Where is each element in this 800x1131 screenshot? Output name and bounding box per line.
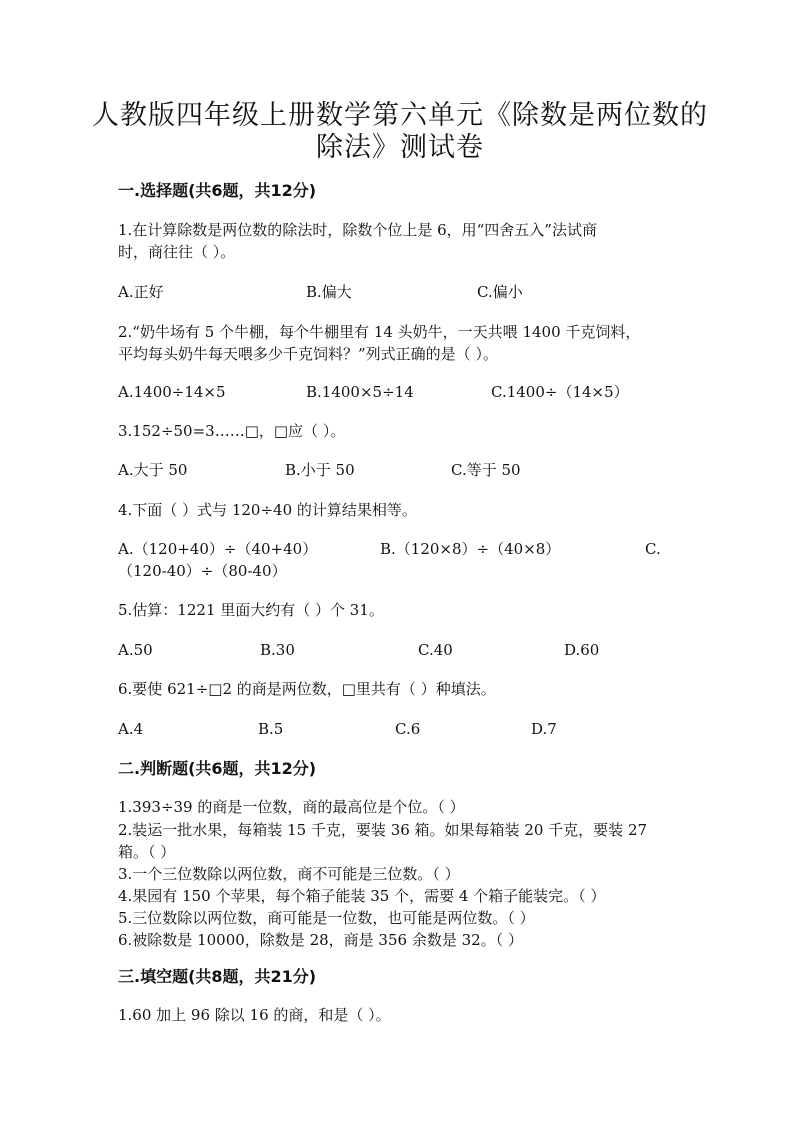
question-3-line-1: 3.152÷50=3……□，□应（ ）。 <box>118 422 346 440</box>
question-2-option-b: B.1400×5÷14 <box>306 383 414 401</box>
judge-item-3: 3.一个三位数除以两位数，商不可能是三位数。（ ） <box>118 865 460 883</box>
question-4-option-c-label: C. <box>645 540 661 558</box>
page-title-line-1: 人教版四年级上册数学第六单元《除数是两位数的 <box>92 100 708 131</box>
question-6-option-d: D.7 <box>531 720 557 738</box>
question-2-line-2: 平均每头奶牛每天喂多少千克饲料？”列式正确的是（ ）。 <box>118 345 498 363</box>
judge-item-4: 4.果园有 150 个苹果，每个箱子能装 35 个，需要 4 个箱子能装完。（ ） <box>118 887 606 905</box>
judge-item-1: 1.393÷39 的商是一位数，商的最高位是个位。（ ） <box>118 798 465 816</box>
question-2-line-1: 2.“奶牛场有 5 个牛棚，每个牛棚里有 14 头奶牛，一天共喂 1400 千克饲料， <box>118 323 641 341</box>
question-5-option-a: A.50 <box>118 641 153 659</box>
question-6-line-1: 6.要使 621÷□2 的商是两位数，□里共有（ ）种填法。 <box>118 680 496 698</box>
question-5-line-1: 5.估算：1221 里面大约有（ ）个 31。 <box>118 601 384 619</box>
question-6-option-b: B.5 <box>258 720 284 738</box>
question-5-option-b: B.30 <box>260 641 295 659</box>
question-4-option-c: （120-40）÷（80-40） <box>118 562 287 580</box>
question-3-option-a: A.大于 50 <box>118 461 188 479</box>
section-heading-fill-blank: 三.填空题(共8题，共21分) <box>118 967 317 986</box>
question-2-option-c: C.1400÷（14×5） <box>491 383 629 401</box>
question-4-option-b: B.（120×8）÷（40×8） <box>380 540 561 558</box>
section-heading-choice: 一.选择题(共6题，共12分) <box>118 181 317 200</box>
section-heading-true-false: 二.判断题(共6题，共12分) <box>118 759 317 778</box>
question-4-line-1: 4.下面（ ）式与 120÷40 的计算结果相等。 <box>118 501 417 519</box>
judge-item-2-line-1: 2.装运一批水果，每箱装 15 千克，要装 36 箱。如果每箱装 20 千克，要装 27 <box>118 821 648 839</box>
page-title-line-2: 除法》测试卷 <box>316 132 484 163</box>
question-1-option-b: B.偏大 <box>306 283 352 301</box>
question-5-option-c: C.40 <box>418 641 453 659</box>
question-1-line-1: 1.在计算除数是两位数的除法时，除数个位上是 6，用“四舍五入”法试商 <box>118 221 597 239</box>
question-1-option-c: C.偏小 <box>477 283 523 301</box>
judge-item-2-line-2: 箱。（ ） <box>118 843 176 861</box>
question-1-line-2: 时，商往往（ ）。 <box>118 243 236 261</box>
question-1-option-a: A.正好 <box>118 283 164 301</box>
question-4-option-a: A.（120+40）÷（40+40） <box>118 540 318 558</box>
question-3-option-c: C.等于 50 <box>451 461 521 479</box>
judge-item-6: 6.被除数是 10000，除数是 28，商是 356 余数是 32。（ ） <box>118 931 523 949</box>
question-5-option-d: D.60 <box>564 641 600 659</box>
fill-item-1: 1.60 加上 96 除以 16 的商，和是（ ）。 <box>118 1006 391 1024</box>
judge-item-5: 5.三位数除以两位数，商可能是一位数，也可能是两位数。（ ） <box>118 909 535 927</box>
question-2-option-a: A.1400÷14×5 <box>118 383 226 401</box>
question-3-option-b: B.小于 50 <box>285 461 355 479</box>
question-6-option-c: C.6 <box>395 720 421 738</box>
question-6-option-a: A.4 <box>118 720 144 738</box>
